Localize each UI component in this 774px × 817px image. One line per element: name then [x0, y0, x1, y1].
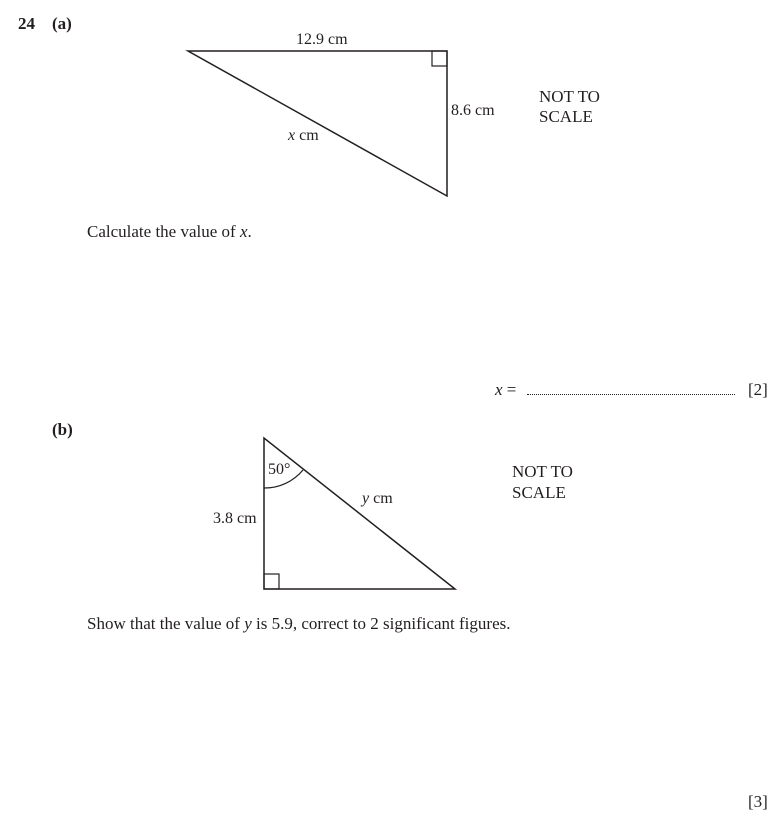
instruction-a-end: .	[247, 222, 252, 241]
instruction-b-var: y	[244, 614, 252, 633]
answer-a-equals: =	[502, 380, 521, 399]
instruction-a-text: Calculate the value of	[87, 222, 240, 241]
answer-a-var: x	[495, 380, 503, 399]
hypotenuse-y-unit: cm	[373, 490, 393, 507]
part-a-label: (a)	[52, 14, 72, 33]
right-side-label: 8.6 cm	[451, 102, 495, 119]
hypotenuse-y-label	[362, 490, 393, 508]
scale-note-a-line1: NOT TO	[539, 87, 600, 106]
triangle-b	[264, 438, 455, 589]
right-angle-marker-b	[264, 574, 279, 589]
scale-note-a-line2: SCALE	[539, 107, 593, 126]
hypotenuse-y-var: y	[362, 490, 370, 507]
hypotenuse-x-var: x	[288, 127, 296, 144]
hypotenuse-x-unit: cm	[299, 127, 319, 144]
angle-label: 50°	[268, 461, 291, 478]
instruction-b	[87, 614, 510, 634]
part-b-label: (b)	[52, 420, 73, 439]
top-side-label: 12.9 cm	[296, 31, 348, 48]
scale-note-b-line1: NOT TO	[512, 462, 573, 481]
instruction-b-text: Show that the value of	[87, 614, 245, 633]
instruction-b-end: is 5.9, correct to 2 significant figures.	[251, 614, 511, 633]
marks-b: [3]	[748, 792, 768, 811]
scale-note-b-line2: SCALE	[512, 483, 566, 502]
marks-a: [2]	[748, 380, 768, 399]
instruction-a-var: x	[239, 222, 248, 241]
question-number: 24	[18, 14, 35, 33]
left-side-label: 3.8 cm	[213, 510, 257, 527]
